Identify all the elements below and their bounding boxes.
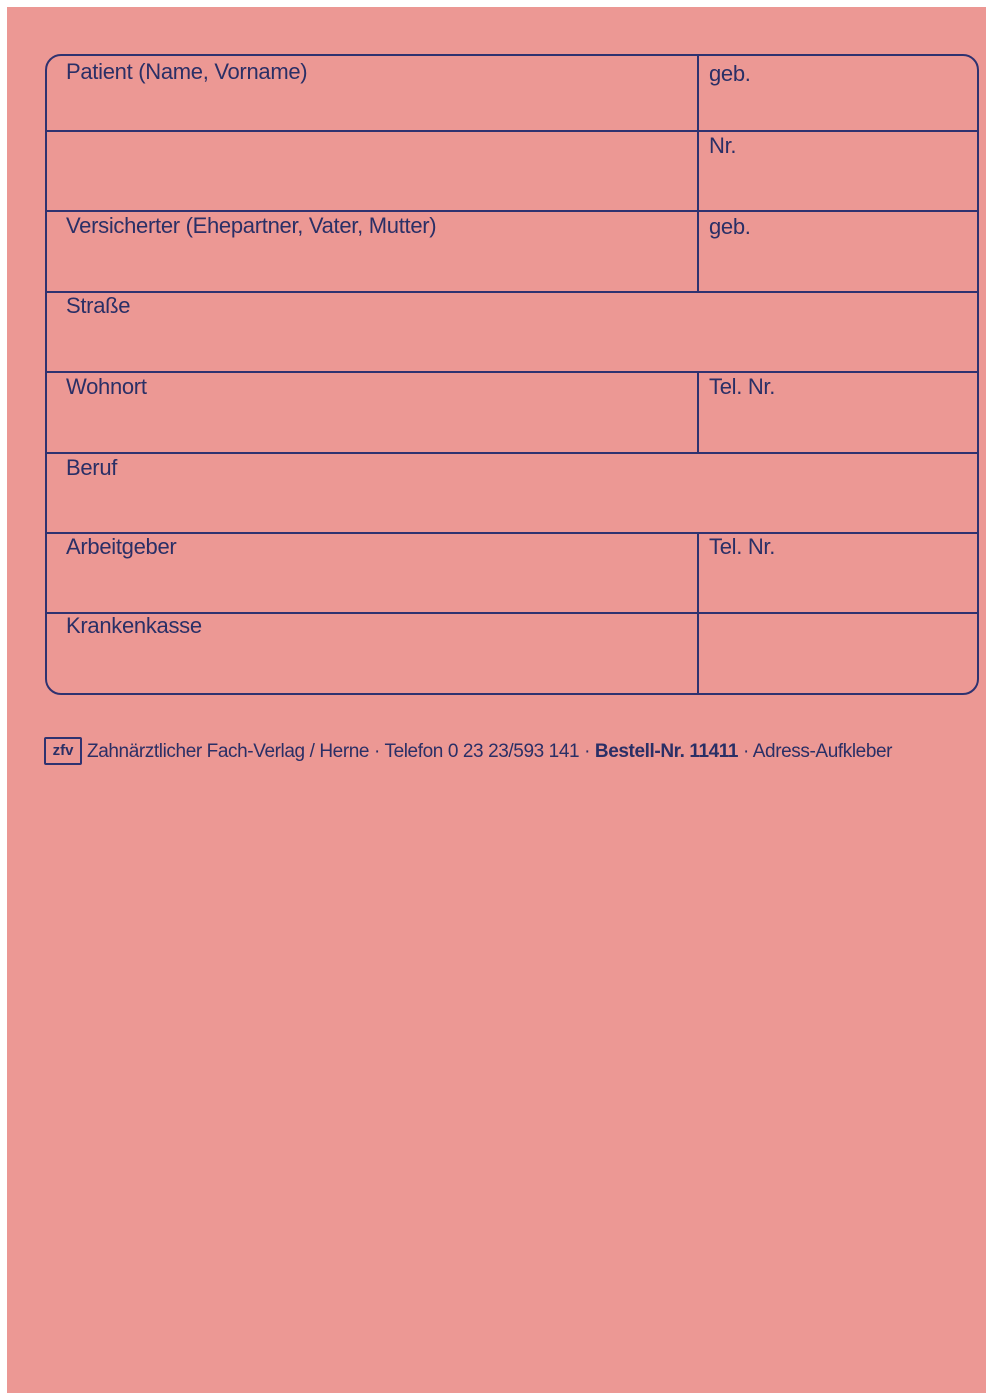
residence-label: Wohnort (66, 374, 147, 399)
publisher-footer (44, 737, 984, 767)
address-label-card (7, 7, 986, 1393)
number-label: Nr. (709, 133, 737, 158)
row-divider (47, 130, 977, 132)
row-divider (47, 291, 977, 293)
order-number: Bestell-Nr. 11411 (594, 741, 739, 762)
footer-text (87, 739, 892, 765)
column-divider (697, 372, 699, 453)
publisher-phone: Telefon 0 23 23/593 141 (384, 741, 580, 762)
employer-phone-label: Tel. Nr. (709, 534, 776, 559)
column-divider (697, 56, 699, 292)
column-divider (697, 533, 699, 695)
occupation-label: Beruf (66, 455, 118, 480)
insured-birth-label: geb. (709, 214, 751, 239)
row-divider (47, 210, 977, 212)
patient-birth-label: geb. (709, 61, 751, 86)
employer-label: Arbeitgeber (66, 534, 177, 559)
zfv-logo: zfv (44, 737, 82, 765)
publisher-name: Zahnärztlicher Fach-Verlag / Herne (87, 741, 370, 762)
row-divider (47, 532, 977, 534)
health-insurance-label: Krankenkasse (66, 613, 202, 638)
street-label: Straße (66, 293, 131, 318)
product-name: Adress-Aufkleber (752, 741, 893, 762)
address-form (45, 54, 979, 695)
separator: · (742, 741, 749, 762)
row-divider (47, 452, 977, 454)
separator: · (584, 741, 590, 762)
row-divider (47, 371, 977, 373)
insured-label: Versicherter (Ehepartner, Vater, Mutter) (66, 213, 437, 238)
patient-name-label: Patient (Name, Vorname) (66, 59, 308, 84)
separator: · (373, 741, 380, 762)
residence-phone-label: Tel. Nr. (709, 374, 776, 399)
